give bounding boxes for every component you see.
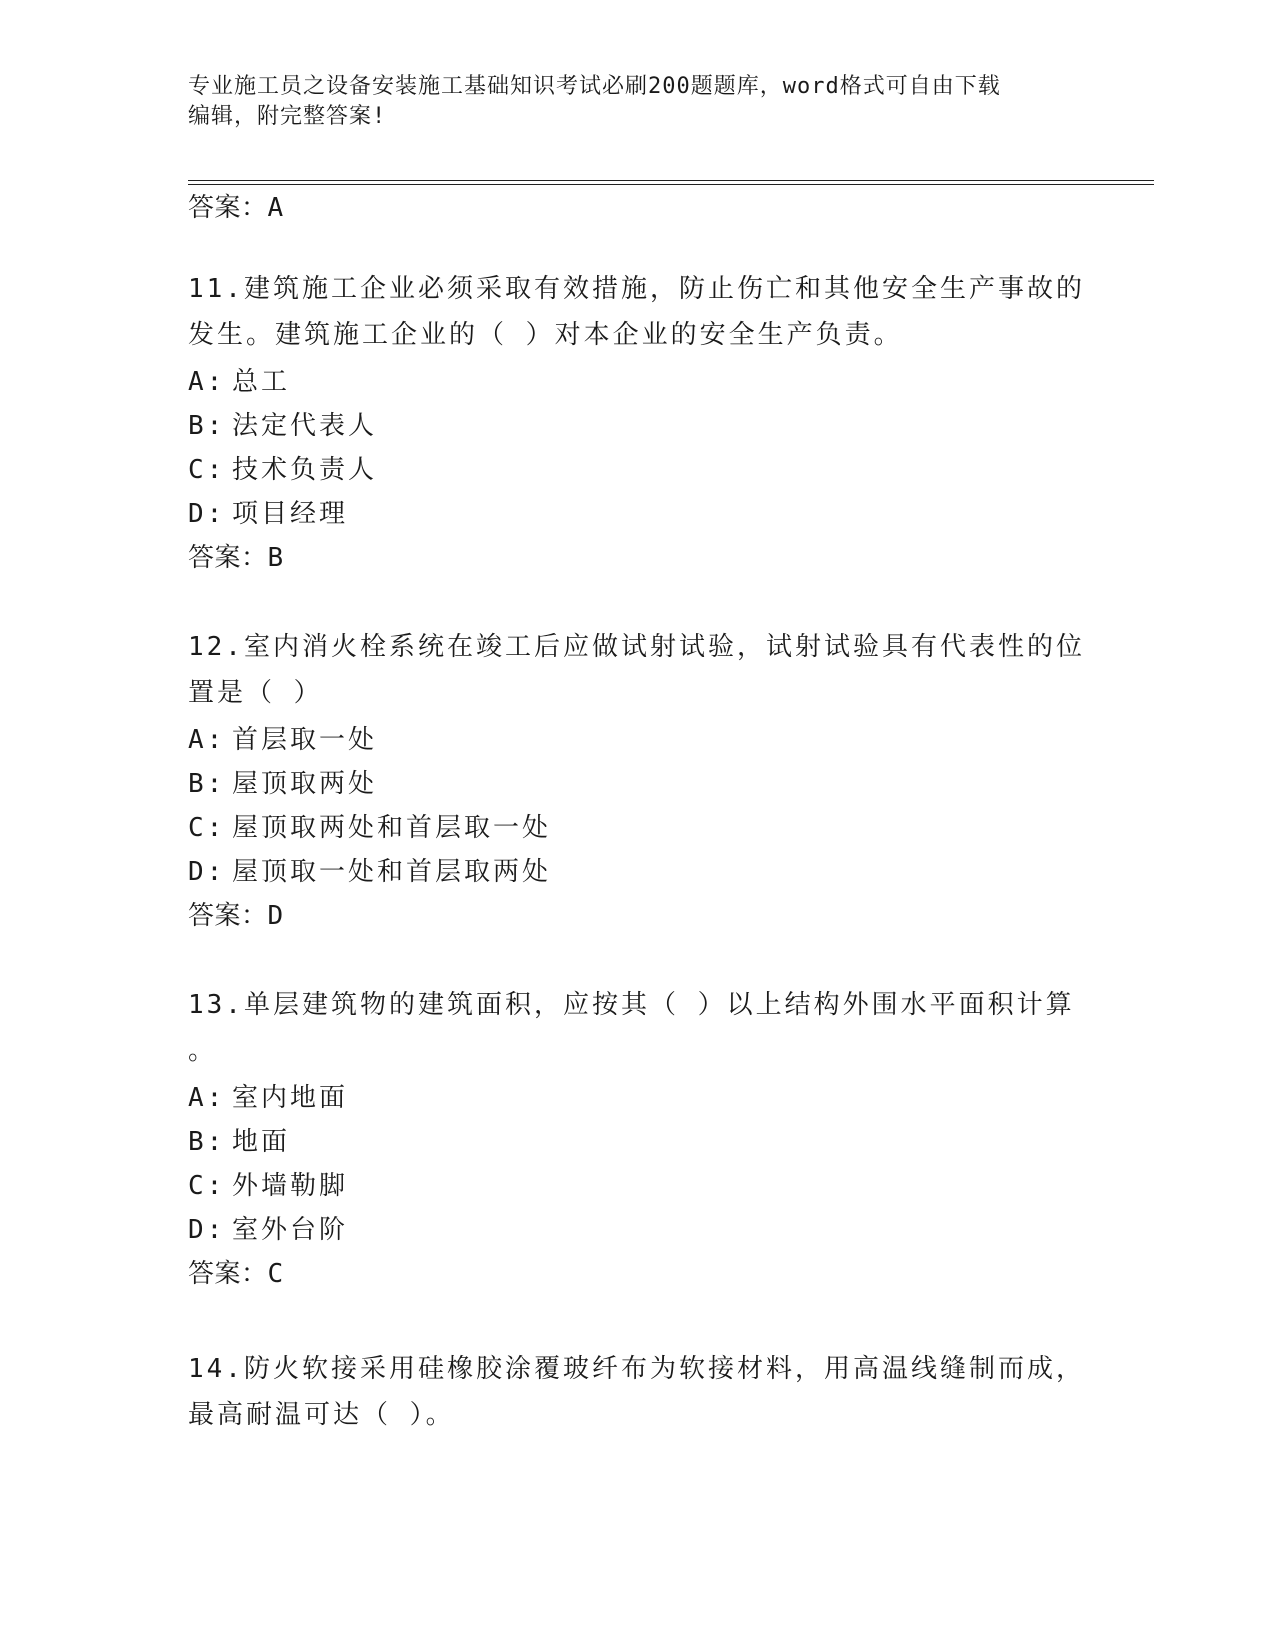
question-14-text bbox=[188, 1346, 1088, 1438]
answer-value: B bbox=[267, 543, 284, 573]
answer-label: 答案： bbox=[188, 1259, 268, 1289]
question-12-option-b bbox=[188, 768, 377, 800]
option-letter: D: bbox=[188, 499, 226, 529]
option-text: 法定代表人 bbox=[232, 411, 378, 441]
question-13-option-b bbox=[188, 1126, 290, 1158]
option-letter: D: bbox=[188, 1215, 226, 1245]
question-13-option-c bbox=[188, 1170, 348, 1202]
question-12-line-2: 置是（ ） bbox=[188, 678, 323, 708]
answer-value: A bbox=[267, 193, 284, 223]
question-11-line-2: 发生。建筑施工企业的（ ）对本企业的安全生产负责。 bbox=[188, 320, 903, 350]
answer-label: 答案： bbox=[188, 193, 268, 223]
question-12-line-1: 12.室内消火栓系统在竣工后应做试射试验，试射试验具有代表性的位 bbox=[188, 632, 1085, 662]
question-11-line-1: 11.建筑施工企业必须采取有效措施，防止伤亡和其他安全生产事故的 bbox=[188, 274, 1085, 304]
question-13-line-1: 13.单层建筑物的建筑面积，应按其（ ）以上结构外围水平面积计算 bbox=[188, 990, 1075, 1020]
question-13-option-d bbox=[188, 1214, 348, 1246]
header-line-2: 编辑，附完整答案! bbox=[188, 104, 387, 129]
option-text: 技术负责人 bbox=[232, 455, 378, 485]
answer-value: D bbox=[267, 901, 284, 931]
question-11-answer bbox=[188, 542, 284, 574]
question-13-answer bbox=[188, 1258, 284, 1290]
page-header bbox=[188, 72, 1068, 132]
option-text: 室外台阶 bbox=[232, 1215, 349, 1245]
option-letter: C: bbox=[188, 813, 226, 843]
option-letter: A: bbox=[188, 725, 226, 755]
option-letter: B: bbox=[188, 1127, 226, 1157]
question-11-option-c bbox=[188, 454, 377, 486]
option-text: 室内地面 bbox=[232, 1083, 349, 1113]
answer-label: 答案： bbox=[188, 901, 268, 931]
question-12-text bbox=[188, 624, 1088, 716]
question-12-answer bbox=[188, 900, 284, 932]
option-text: 屋顶取一处和首层取两处 bbox=[232, 857, 552, 887]
question-12-option-c bbox=[188, 812, 551, 844]
option-text: 屋顶取两处 bbox=[232, 769, 378, 799]
option-text: 屋顶取两处和首层取一处 bbox=[232, 813, 552, 843]
header-line-1: 专业施工员之设备安装施工基础知识考试必刷200题题库，word格式可自由下载 bbox=[188, 74, 1001, 99]
option-letter: C: bbox=[188, 455, 226, 485]
question-12-option-a bbox=[188, 724, 377, 756]
question-14-line-1: 14.防火软接采用硅橡胶涂覆玻纤布为软接材料，用高温线缝制而成， bbox=[188, 1354, 1085, 1384]
option-text: 首层取一处 bbox=[232, 725, 378, 755]
question-14-line-2: 最高耐温可达（ ）。 bbox=[188, 1400, 455, 1430]
question-13-text bbox=[188, 982, 1088, 1074]
option-letter: B: bbox=[188, 769, 226, 799]
question-13-line-2: 。 bbox=[188, 1036, 218, 1066]
header-rule-top bbox=[188, 180, 1154, 181]
answer-value: C bbox=[267, 1259, 284, 1289]
question-11-text bbox=[188, 266, 1088, 358]
header-rule-bottom bbox=[188, 184, 1154, 185]
answer-label: 答案： bbox=[188, 543, 268, 573]
question-12-option-d bbox=[188, 856, 551, 888]
question-13-option-a bbox=[188, 1082, 348, 1114]
option-text: 外墙勒脚 bbox=[232, 1171, 349, 1201]
question-11-option-b bbox=[188, 410, 377, 442]
option-letter: A: bbox=[188, 367, 226, 397]
option-letter: A: bbox=[188, 1083, 226, 1113]
option-text: 地面 bbox=[232, 1127, 291, 1157]
option-text: 总工 bbox=[232, 367, 291, 397]
option-letter: B: bbox=[188, 411, 226, 441]
answer-previous bbox=[188, 192, 284, 224]
option-text: 项目经理 bbox=[232, 499, 349, 529]
question-11-option-d bbox=[188, 498, 348, 530]
option-letter: D: bbox=[188, 857, 226, 887]
option-letter: C: bbox=[188, 1171, 226, 1201]
question-11-option-a bbox=[188, 366, 290, 398]
